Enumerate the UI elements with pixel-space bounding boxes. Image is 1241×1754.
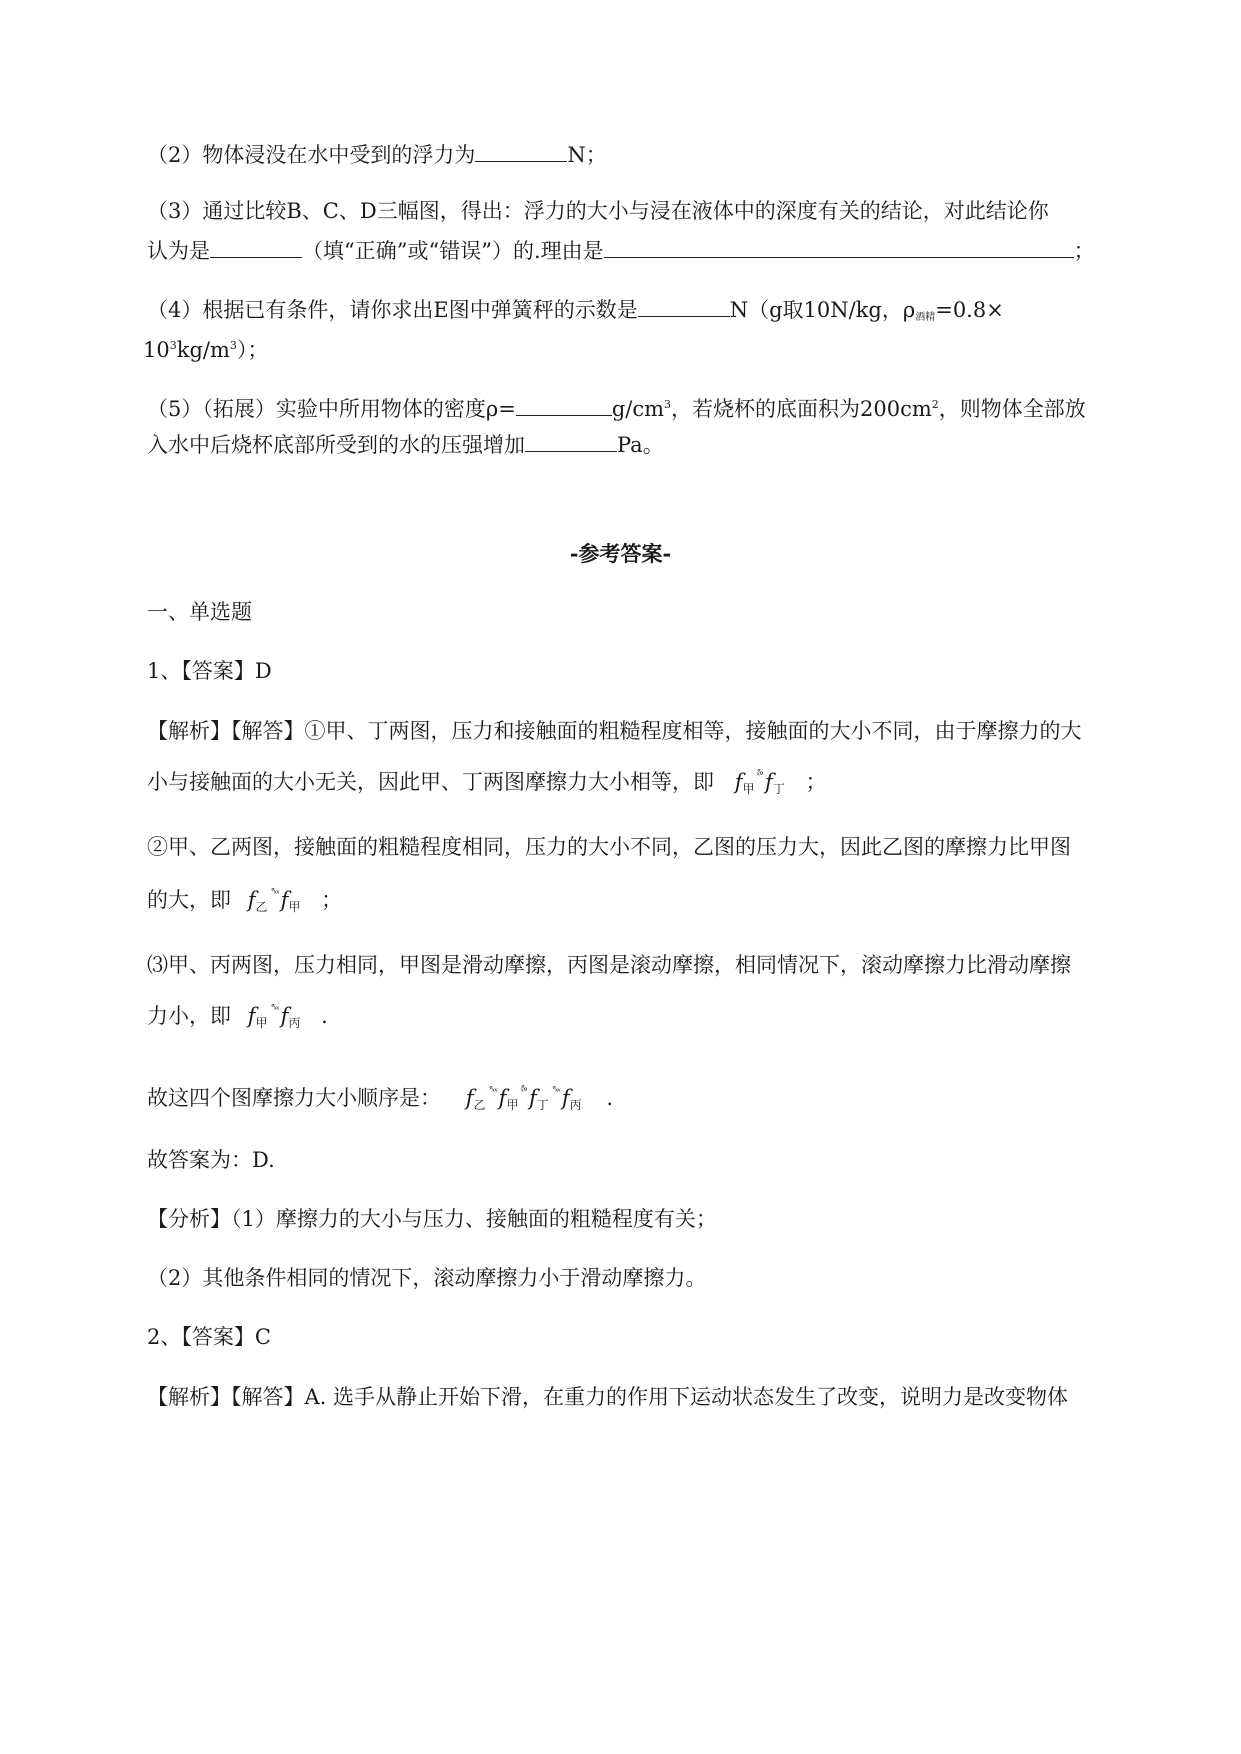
answer-blank[interactable] xyxy=(210,235,302,258)
answer-blank[interactable] xyxy=(475,139,567,162)
analysis-note-2: （2）其他条件相同的情况下，滚动摩擦力小于滑动摩擦力。 xyxy=(147,1266,707,1290)
analysis-p2-line-1: ②甲、乙两图，接触面的粗糙程度相同，压力的大小不同，乙图的压力大，因此乙图的摩擦力比甲图 xyxy=(147,835,1071,859)
analysis-p1-line-2: 小与接触面的大小无关，因此甲、丁两图摩擦力大小相等，即 f甲$^{ˣ̊^\circ}$f丁 ； xyxy=(147,770,827,796)
question-2: （2）物体浸没在水中受到的浮力为 N； xyxy=(147,139,607,170)
formula: f甲$^{˚ˣˣ}$f丙 xyxy=(247,1004,301,1030)
question-4-line-1: （4）根据已有条件，请你求出E图中弹簧秤的示数是 N（g取10N/kg，$\rho_{酒精}=0.8\times$ xyxy=(147,294,1004,333)
analysis-p3-line-1: ⑶甲、丙两图，压力相同，甲图是滑动摩擦，丙图是滚动摩擦，相同情况下，滚动摩擦力比滑动摩擦 xyxy=(147,953,1071,977)
analysis-note-1: 【分析】（1）摩擦力的大小与压力、接触面的粗糙程度有关； xyxy=(147,1207,717,1231)
formula: f甲$^{ˣ̊^\circ}$f丁 xyxy=(734,770,785,796)
question-4-line-2: $10^3kg/m^3$）； xyxy=(143,338,269,362)
answer-blank[interactable] xyxy=(638,294,730,317)
final-answer: 故答案为：D. xyxy=(147,1148,275,1172)
analysis-p4: 故这四个图摩擦力大小顺序是： f乙$^{˚ˣˣ}$f甲$^{ˣ̊^\circ}$f丁$^{˚ˣˣ}$f丙 . xyxy=(147,1086,614,1112)
analysis-p3-line-2: 力小，即 f甲$^{˚ˣˣ}$f丙 . xyxy=(147,1004,328,1030)
question-3-line-2: 认为是 （填“正确”或“错误”）的.理由是 ； xyxy=(147,235,1095,266)
question-3-line-1: （3）通过比较B、C、D三幅图，得出：浮力的大小与浸在液体中的深度有关的结论，对此结论你 xyxy=(147,199,1049,223)
answer-blank[interactable] xyxy=(525,429,617,452)
answer-2: 2、【答案】C xyxy=(147,1325,271,1349)
analysis-a2-line-1: 【解析】【解答】A. 选手从静止开始下滑，在重力的作用下运动状态发生了改变，说明力是改变物体 xyxy=(147,1385,1069,1409)
reason-blank[interactable] xyxy=(604,235,1074,258)
question-5-line-1: （5）（拓展）实验中所用物体的密度$\rho= g/cm^3$，若烧杯的底面积为$200cm^2$，则物体全部放 xyxy=(147,390,1086,424)
answer-title: -参考答案- xyxy=(569,541,672,566)
answer-1: 1、【答案】D xyxy=(147,659,272,683)
analysis-p1-line-1: 【解析】【解答】①甲、丁两图，压力和接触面的粗糙程度相等，接触面的大小不同，由于摩擦力的大 xyxy=(147,719,1082,743)
formula: f乙$^{˚ˣˣ}$f甲 xyxy=(247,888,301,914)
analysis-p2-line-2: 的大，即 f乙$^{˚ˣˣ}$f甲 ； xyxy=(147,888,343,914)
question-5-line-2: 入水中后烧杯底部所受到的水的压强增加 Pa。 xyxy=(147,429,664,460)
formula: f乙$^{˚ˣˣ}$f甲$^{ˣ̊^\circ}$f丁$^{˚ˣˣ}$f丙 xyxy=(465,1086,582,1112)
section-heading: 一、单选题 xyxy=(147,600,252,624)
answer-blank[interactable] xyxy=(516,393,612,416)
